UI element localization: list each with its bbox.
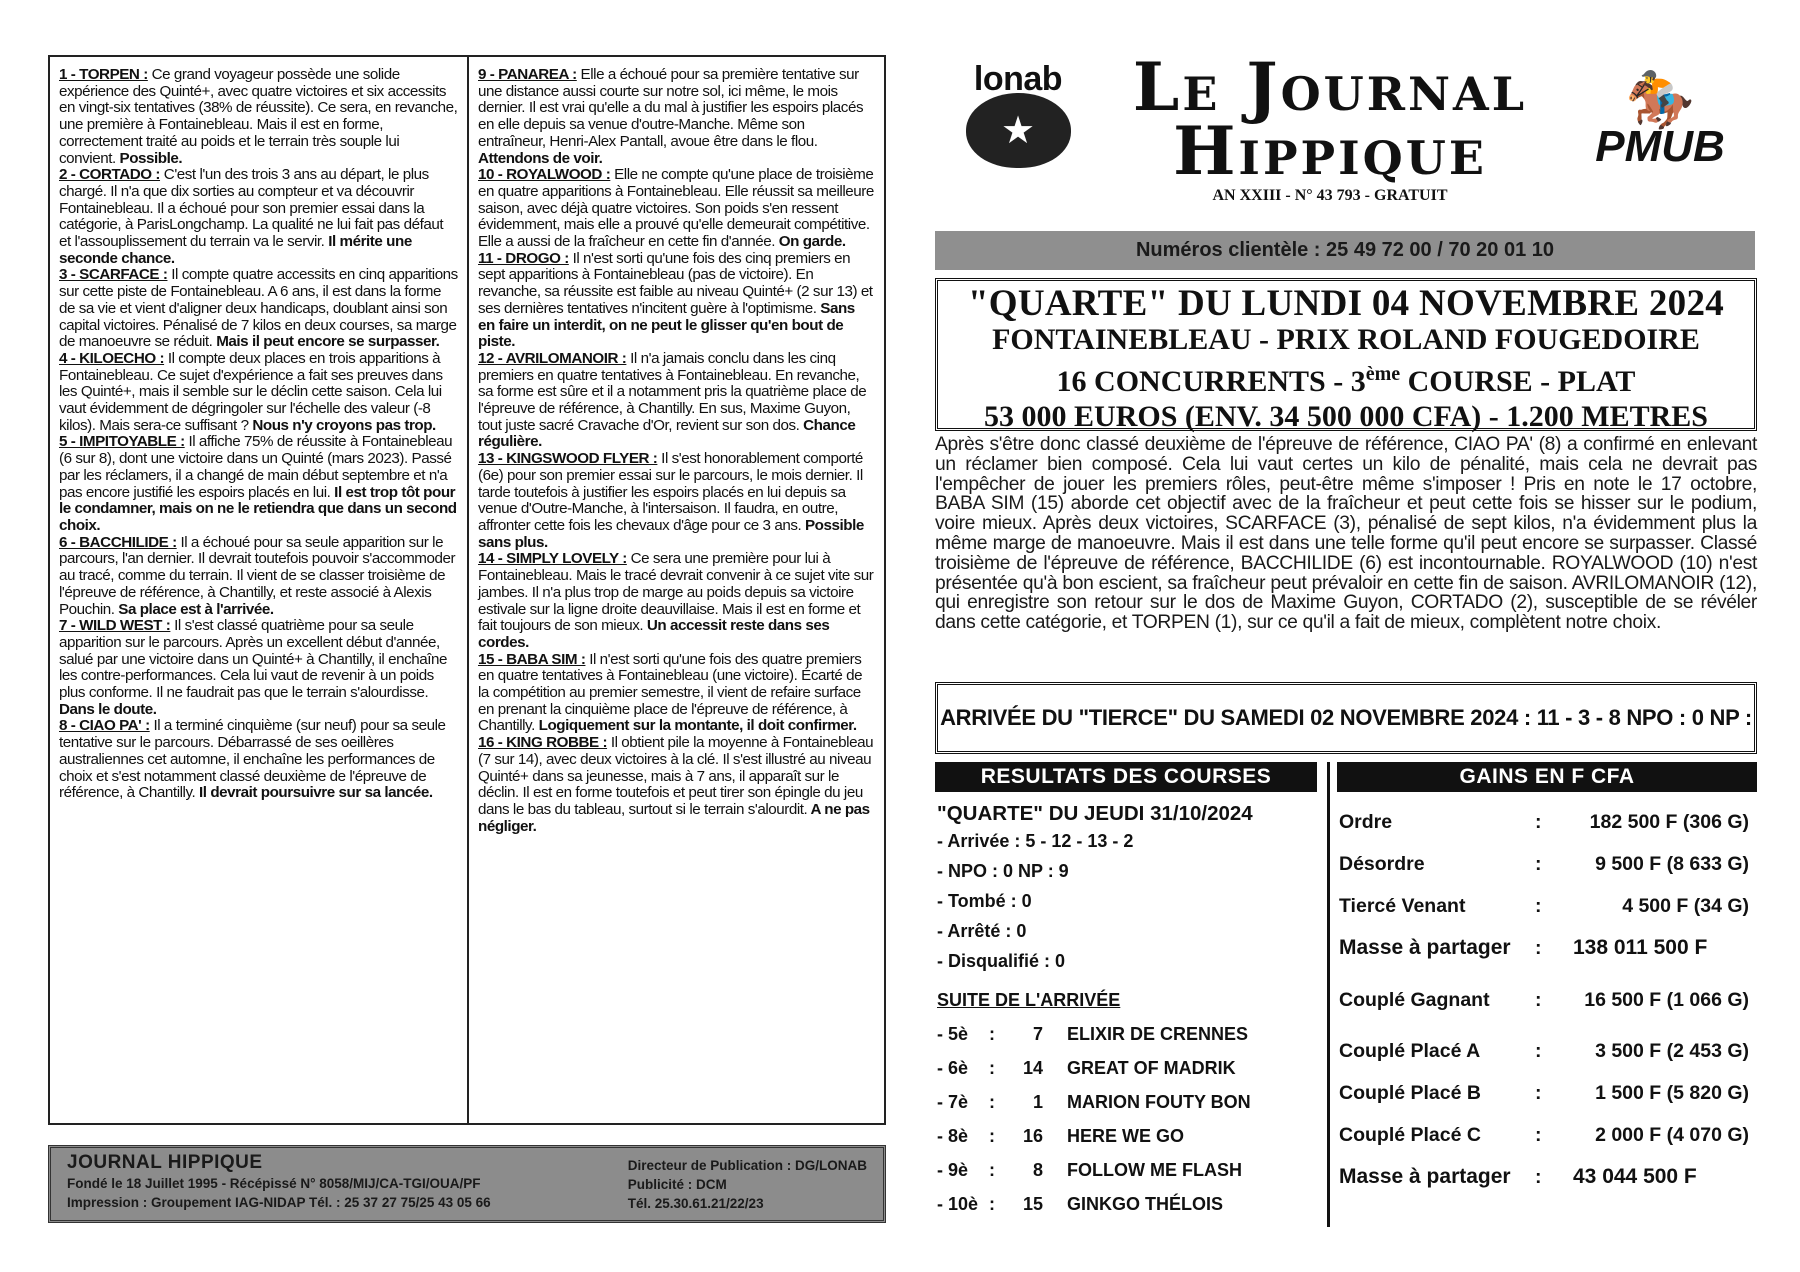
horse-entry [478, 652, 875, 736]
horse-entry-head: 11 - DROGO : [478, 249, 569, 267]
horse-entry [478, 167, 875, 251]
results-section [935, 762, 1317, 1221]
gains-list [1337, 802, 1757, 1198]
horse-entry-head: 6 - BACCHILIDE : [59, 533, 177, 551]
gain-value: 3 500 F (2 453 G) [1595, 1039, 1749, 1062]
suite-horse-name: FOLLOW ME FLASH [1067, 1159, 1242, 1180]
horse-entry-text: C'est l'un des trois 3 ans au départ, le plus chargé. Il n'a que dix sorties au compteur et va découvrir Fontainebleau. Il a échoué pour son premier essai dans la catégorie, à ParisLongchamp. La qualité ne lui fait pas défaut et l'assouplissement du terrain va le servir. [59, 166, 444, 251]
horse-entry [478, 251, 875, 351]
horse-entry-text: Elle a échoué pour sa première tentative sur une distance aussi courte sur notre sol, ici même, le mois dernier. Il est vrai qu'elle a du mal à justifier les espoirs placés en elle depuis sa venue d'outre-Manche. Même son entraîneur, Henri-Alex Pantall, avoue être dans le flou. [478, 66, 864, 150]
gain-label: Désordre [1339, 852, 1425, 875]
horse-entry-text: Il a terminé cinquième (sur neuf) pour sa seule tentative sur le parcours. Débarrassé de ses oeillères australiennes cet automne, il enchaîne les performances de choix et s'est notamment classé deuxième de l'épreuve de référence, à Chantilly. [59, 717, 446, 802]
quarte-race-info-b: COURSE - PLAT [1400, 365, 1636, 398]
suite-position: - 9è [937, 1159, 969, 1180]
horse-entry [478, 735, 875, 835]
gain-row [1337, 1030, 1757, 1072]
horse-entry [478, 67, 875, 167]
suite-colon: : [989, 1057, 995, 1078]
gain-row [1337, 842, 1757, 886]
suite-list [935, 1017, 1317, 1221]
quarte-title: "QUARTE" DU LUNDI 04 NOVEMBRE 2024 [967, 283, 1725, 324]
horse-entry [59, 267, 458, 351]
suite-position: - 6è [937, 1057, 969, 1078]
suite-horse-name: GREAT OF MADRIK [1067, 1057, 1236, 1078]
suite-horse-name: ELIXIR DE CRENNES [1067, 1023, 1249, 1044]
results-subtitle: "QUARTE" DU JEUDI 31/10/2024 [937, 802, 1253, 825]
horse-entry-text: Ce sera une première pour lui à Fontainebleau. Mais le tracé devrait convenir à ce sujet vite sur jambes. Il n'a plus trop de marge au poids depuis sa victoire estivale sur la ligne droite deauvillaise. Mais il est en forme et fait toujours de son mieux. [478, 550, 874, 635]
gain-colon: : [1535, 894, 1542, 917]
masthead-line-1: Le Journal [1132, 48, 1528, 126]
suite-row [935, 1153, 1317, 1187]
horse-entry-verdict: Sa place est à l'arrivée. [114, 600, 274, 618]
gain-colon: : [1535, 852, 1542, 875]
masthead-line-2: Hippique [1173, 112, 1487, 190]
commentary-column-1 [50, 57, 467, 1123]
gain-label: Tiercé Venant [1339, 894, 1466, 917]
horse-entry-text: Elle ne compte qu'une place de troisième en quatre apparitions à Fontainebleau. Elle réussit sa meilleure saison, avec déjà quatre victoires. Son poids s'en ressent évidemment, mais elle a prouvé qu'elle demeurait compétitive. Elle a aussi de la fraîcheur en cette fin d'année. [478, 166, 874, 251]
suite-position: - 8è [937, 1125, 969, 1146]
race-analysis: Après s'être donc classé deuxième de l'épreuve de référence, CIAO PA' (8) a confirmé en enlevant un réclamer bien composé. Cela lui vaut certes un kilo de pénalité, mais cela ne devrait pas l'empêcher de jouer les premiers rôles, peut-être même s'imposer ! Pris en note le 17 octobre, BABA SIM (15) aborde cet objectif avec de la fraîcheur et peut cette fois se hisser sur le podium, voire mieux. Après deux victoires, SCARFACE (3), pénalisé de sept kilos, n'a évidemment plus la même marge de manoeuvre. Mais il est dans une telle forme qu'il peut encore se surpasser. Classé troisième de l'épreuve de référence, BACCHILIDE (6) est incontournable. ROYALWOOD (10) n'est présentée qu'à bon escient, sa fraîcheur peut prévaloir en cette fin de saison. AVRILOMANOIR (12), qui enregistre son retour sur le dos de Maxime Guyon, CORTADO (2), susceptible de se révéler dans cette catégorie, et TORPEN (1), sur ce qu'il a fait de mieux, complètent notre choix. [935, 434, 1757, 634]
suite-row [935, 1187, 1317, 1221]
suite-row [935, 1017, 1317, 1051]
horse-entry-head: 16 - KING ROBBE : [478, 734, 608, 752]
gain-value: 4 500 F (34 G) [1622, 894, 1749, 917]
gain-value: 2 000 F (4 070 G) [1595, 1123, 1749, 1146]
horse-entry [59, 434, 458, 534]
horse-entry-head: 2 - CORTADO : [59, 166, 161, 184]
results-line: - Disqualifié : 0 [937, 951, 1066, 971]
suite-row [935, 1085, 1317, 1119]
horse-entry [59, 718, 458, 802]
horse-entry-text: Il a échoué pour sa seule apparition sur le parcours, l'an dernier. Il devrait toutefois pouvoir s'accommoder au tracé, comme du terrain. Il vient de se classer troisième de l'épreuve de référence, à Chantilly, et reste associé à Alexis Pouchin. [59, 533, 456, 618]
suite-row [935, 1051, 1317, 1085]
gain-colon: : [1535, 1123, 1542, 1146]
horse-entry-verdict: Possible. [115, 149, 183, 167]
horse-entry-head: 13 - KINGSWOOD FLYER : [478, 450, 658, 468]
horse-entry-verdict: Logiquement sur la montante, il doit confirmer. [534, 717, 857, 735]
edition-info: AN XXIII - N° 43 793 - GRATUIT [1212, 187, 1448, 204]
footer-printing: Impression : Groupement IAG-NIDAP Tél. : 25 37 27 75/25 43 05 66 [67, 1195, 491, 1210]
horse-entry-verdict: Nous n'y croyons pas trop. [248, 416, 436, 434]
gain-value: 182 500 F (306 G) [1589, 810, 1749, 833]
gain-colon: : [1535, 936, 1542, 959]
suite-colon: : [989, 1193, 995, 1214]
quarte-prize: 53 000 EUROS (ENV. 34 500 000 CFA) - 1.200 METRES [984, 400, 1708, 433]
gains-title: GAINS EN F CFA [1337, 762, 1757, 792]
suite-horse-number: 8 [1032, 1159, 1043, 1180]
gain-value: 9 500 F (8 633 G) [1595, 852, 1749, 875]
horse-entry-verdict: Chance régulière. [478, 416, 856, 451]
masthead [1090, 48, 1570, 205]
pmub-logo-text: PMUB [1595, 122, 1725, 171]
suite-colon: : [989, 1125, 995, 1146]
horse-entry-text: Il s'est honorablement comporté (6e) pour son premier essai sur le parcours, le mois dernier. Il tarde toutefois à justifier les espoirs placés en lui depuis sa venue d'Outre-Manche, à l'intersaison. Il faudra, en outre, affronter cette fois les chevaux d'âge pour ce 3 ans. [478, 450, 863, 534]
horse-entry [59, 167, 458, 267]
horse-entry-text: Il n'est sorti qu'une fois des cinq premiers en sept apparitions à Fontainebleau (pas de victoire). En revanche, sa réussite est faible au niveau Quinté+ (2 sur 13) et ses dernières tentatives n'incitent guère à l'optimisme. [478, 249, 873, 317]
horse-entry-text: Il n'est sorti qu'une fois des quatre premiers en quatre tentatives à Fontainebleau (une victoire). Écarté de la compétition au premier semestre, il vient de refaire surface en prenant la cinquième place de l'épreuve de référence, à Chantilly. [478, 650, 863, 735]
horse-entry-verdict: Possible sans plus. [478, 516, 864, 551]
horse-entry [478, 451, 875, 551]
gain-colon: : [1535, 1081, 1542, 1104]
gain-row [1337, 926, 1757, 970]
horse-entry [59, 351, 458, 435]
gain-label: Couplé Placé A [1339, 1039, 1481, 1062]
gain-label: Masse à partager [1339, 1165, 1511, 1188]
gain-label: Couplé Placé C [1339, 1123, 1481, 1146]
suite-position: - 7è [937, 1091, 969, 1112]
suite-horse-name: HERE WE GO [1067, 1125, 1185, 1146]
horse-entry-head: 8 - CIAO PA' : [59, 717, 150, 735]
gain-row [1337, 1156, 1757, 1198]
quarte-race-info-a: 16 CONCURRENTS - 3 [1056, 365, 1366, 398]
horse-entry-verdict: Il mérite une seconde chance. [59, 233, 412, 267]
gain-label: Couplé Placé B [1339, 1081, 1481, 1104]
horse-entry-head: 12 - AVRILOMANOIR : [478, 349, 627, 367]
footer-left [67, 1152, 491, 1220]
commentary-column-2 [467, 57, 884, 1123]
suite-horse-number: 14 [1022, 1057, 1043, 1078]
horse-entry-text: Il compte deux places en trois apparitions à Fontainebleau. Ce sujet d'expérience a fait ses preuves dans les Quinté+, mais il semble sur le déclin cette saison. Cela lui vaut évidemment de dégringoler sur l'échelle des valeur (-8 kilos). Mais sera-ce suffisant ? [59, 349, 443, 434]
horse-entry-verdict: Dans le doute. [59, 700, 157, 718]
gain-colon: : [1535, 988, 1542, 1011]
horse-entry-head: 7 - WILD WEST : [59, 617, 171, 635]
horse-entry-head: 1 - TORPEN : [59, 66, 148, 83]
horse-entry-text: Il s'est classé quatrième pour sa seule apparition sur le parcours. Après un excellent début d'année, salué par une victoire dans un Quinté+ à Chantilly, il enchaîne les contre-performances. Cela lui vaut de revenir à un poids plus conforme. Il ne faudrait pas que le terrain s'alourdisse. [59, 617, 448, 702]
gain-value: 16 500 F (1 066 G) [1584, 988, 1749, 1011]
gain-colon: : [1535, 1039, 1542, 1062]
gain-value: 43 044 500 F [1573, 1165, 1697, 1188]
horse-entry-text: Il obtient pile la moyenne à Fontainebleau (7 sur 14), avec deux victoires à la clé. Il s'est illustré au niveau Quinté+ dans sa jeunesse, mais à 7 ans, il apparaît sur le déclin. Il est en forme toutefois et peut tirer son épingle du jeu dans le bas du tableau, surtout si le terrain s'alourdit. [478, 734, 874, 818]
pmub-logo [1570, 68, 1750, 175]
results-line: - Tombé : 0 [937, 891, 1032, 911]
horse-entry [59, 535, 458, 619]
results-title: RESULTATS DES COURSES [935, 762, 1317, 792]
horse-entry-verdict: Sans en faire un interdit, on ne peut le glisser qu'en bout de piste. [478, 299, 855, 351]
horse-entry-text: Ce grand voyageur possède une solide expérience des Quinté+, avec quatre victoires et six accessits en vingt-six tentatives (38% de réussite). Ce sera, en revanche, une première à Fontainebleau. Mais il est en forme, correctement traité au poids et le terrain très souple lui convient. [59, 66, 458, 167]
gain-label: Ordre [1339, 810, 1393, 833]
lonab-logo [958, 60, 1078, 160]
suite-horse-name: GINKGO THÉLOIS [1067, 1193, 1224, 1214]
horse-entry-text: Il affiche 75% de réussite à Fontainebleau (6 sur 8), dont une victoire dans un Quinté (mars 2023). Passé par les réclamers, il a changé de main début septembre et n'a pas encore justifié les espoirs placés en lui. [59, 433, 453, 501]
footer-right [628, 1152, 867, 1220]
suite-horse-number: 15 [1022, 1193, 1043, 1214]
suite-horse-name: MARION FOUTY BON [1067, 1091, 1251, 1112]
horse-entry-verdict: Mais il peut encore se surpasser. [212, 333, 440, 351]
results-line: - NPO : 0 NP : 9 [937, 861, 1069, 881]
horse-entry-verdict: Un accessit reste dans ses cordes. [478, 617, 830, 651]
suite-position: - 10è [937, 1193, 979, 1214]
gain-row [1337, 802, 1757, 842]
footer-publicity: Publicité : DCM [627, 1177, 727, 1192]
suite-colon: : [989, 1023, 995, 1044]
horse-entry-verdict: A ne pas négliger. [478, 800, 870, 835]
footer-director: Directeur de Publication : DG/LONAB [627, 1158, 867, 1173]
client-numbers-bar: Numéros clientèle : 25 49 72 00 / 70 20 01 10 [935, 231, 1755, 270]
horse-entry [59, 618, 458, 718]
horse-entry-head: 5 - IMPITOYABLE : [59, 433, 185, 451]
horse-entry-verdict: Attendons de voir. [478, 149, 603, 167]
footer-founded: Fondé le 18 Juillet 1995 - Récépissé N° 8058/MIJ/CA-TGI/OUA/PF [67, 1176, 481, 1191]
suite-horse-number: 16 [1022, 1125, 1043, 1146]
suite-horse-number: 1 [1032, 1091, 1043, 1112]
results-line: - Arrivée : 5 - 12 - 13 - 2 [937, 831, 1134, 851]
gain-value: 1 500 F (5 820 G) [1595, 1081, 1749, 1104]
gains-section [1337, 762, 1757, 1198]
gain-row [1337, 886, 1757, 926]
horse-jockey-icon: 🏇 [1625, 68, 1695, 131]
horse-entry-head: 3 - SCARFACE : [59, 266, 168, 284]
lonab-logo-text: lonab [973, 60, 1063, 98]
gain-colon: : [1535, 810, 1542, 833]
tierce-arrival: ARRIVÉE DU "TIERCE" DU SAMEDI 02 NOVEMBRE 2024 : 11 - 3 - 8 NPO : 0 NP : [935, 682, 1757, 754]
horse-entry-verdict: Il est trop tôt pour le condamner, mais on ne le retiendra que dans un second choix. [59, 483, 457, 534]
horse-entry-verdict: Il devrait poursuivre sur sa lancée. [195, 784, 433, 802]
suite-title: SUITE DE L'ARRIVÉE [937, 990, 1121, 1010]
gain-row [1337, 1072, 1757, 1114]
suite-colon: : [989, 1091, 995, 1112]
footer-tel: Tél. 25.30.61.21/22/23 [627, 1196, 764, 1211]
footer-title: JOURNAL HIPPIQUE [67, 1152, 263, 1173]
horse-entry-text: Il n'a jamais conclu dans les cinq premiers en quatre tentatives à Fontainebleau. En revanche, sa forme est sûre et il a notamment pris la quatrième place de l'épreuve de référence, à Chantilly. En sus, Maxime Guyon, tout juste sacré Cravache d'Or, revient sur son dos. [478, 349, 867, 434]
quarte-headline-box [935, 278, 1757, 431]
gain-row [1337, 1114, 1757, 1156]
horse-entry [478, 351, 875, 451]
gain-label: Couplé Gagnant [1339, 988, 1490, 1011]
quarte-race-info [938, 357, 1754, 399]
gain-row [1337, 970, 1757, 1030]
quarte-venue: FONTAINEBLEAU - PRIX ROLAND FOUGEDOIRE [992, 323, 1700, 356]
results-line: - Arrêté : 0 [937, 921, 1027, 941]
horse-entry-verdict: On garde. [775, 233, 846, 251]
star-ball-icon: ★ [966, 93, 1071, 168]
horse-entry [478, 551, 875, 651]
horse-commentary-columns [48, 55, 886, 1125]
horse-entry-head: 10 - ROYALWOOD : [478, 166, 611, 184]
horse-entry-text: Il compte quatre accessits en cinq apparitions sur cette piste de Fontainebleau. A 6 ans, il est dans la forme de sa vie et vient d'aligner deux handicaps, doublant ainsi son capital victoires. Pénalisé de 7 kilos en deux courses, sa marge de manoeuvre se réduit. [59, 266, 458, 351]
horse-entry-head: 4 - KILOECHO : [59, 349, 165, 367]
gain-label: Masse à partager [1339, 936, 1511, 959]
horse-entry [59, 67, 458, 167]
quarte-race-info-sup: ème [1365, 363, 1401, 385]
publication-footer [48, 1145, 886, 1223]
column-divider [1327, 762, 1330, 1227]
gain-value: 138 011 500 F [1573, 936, 1708, 959]
gain-colon: : [1535, 1165, 1542, 1188]
suite-colon: : [989, 1159, 995, 1180]
horse-entry-head: 15 - BABA SIM : [478, 650, 586, 668]
suite-row [935, 1119, 1317, 1153]
horse-entry-head: 9 - PANAREA : [478, 66, 577, 83]
suite-position: - 5è [937, 1023, 969, 1044]
suite-horse-number: 7 [1032, 1023, 1043, 1044]
horse-entry-head: 14 - SIMPLY LOVELY : [478, 550, 627, 568]
